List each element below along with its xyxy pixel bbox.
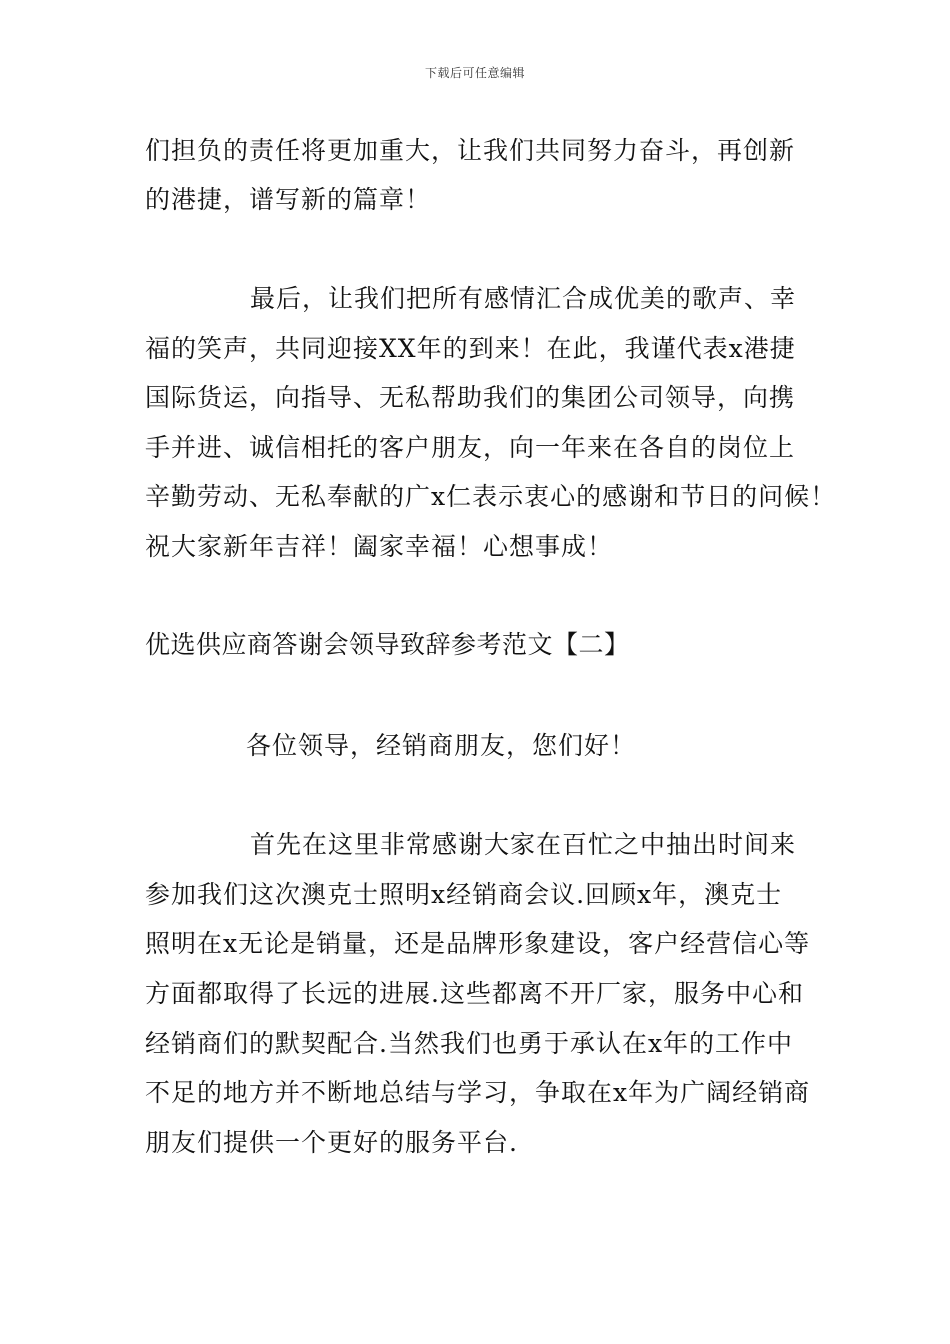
- greeting-line: 各位领导，经销商朋友，您们好！: [246, 731, 637, 760]
- paragraph-line: 最后，让我们把所有感情汇合成优美的歌声、幸: [250, 284, 797, 313]
- paragraph-line: 国际货运，向指导、无私帮助我们的集团公司领导，向携: [145, 383, 796, 412]
- paragraph-line: 经销商们的默契配合.当然我们也勇于承认在x年的工作中: [145, 1029, 794, 1058]
- paragraph-line: 方面都取得了长远的进展.这些都离不开厂家，服务中心和: [145, 979, 804, 1008]
- paragraph-line: 福的笑声，共同迎接XX年的到来！在此，我谨代表x港捷: [145, 334, 796, 363]
- page-header: 下载后可任意编辑: [424, 66, 525, 80]
- paragraph-line: 们担负的责任将更加重大，让我们共同努力奋斗，再创新: [145, 136, 796, 165]
- paragraph-line: 照明在x无论是销量，还是品牌形象建设，客户经营信心等: [145, 929, 811, 958]
- paragraph-line: 首先在这里非常感谢大家在百忙之中抽出时间来: [250, 830, 797, 859]
- paragraph-line: 朋友们提供一个更好的服务平台.: [145, 1128, 518, 1157]
- section-heading: 优选供应商答谢会领导致辞参考范文【二】: [145, 630, 630, 659]
- paragraph-line: 不足的地方并不断地总结与学习，争取在x年为广阔经销商: [145, 1078, 811, 1107]
- paragraph-line: 手并进、诚信相托的客户朋友，向一年来在各自的岗位上: [145, 433, 796, 462]
- paragraph-line: 参加我们这次澳克士照明x经销商会议.回顾x年，澳克士: [145, 880, 783, 909]
- paragraph-line: 的港捷，谱写新的篇章！: [145, 185, 432, 214]
- paragraph-line: 辛勤劳动、无私奉献的广x仁表示衷心的感谢和节日的问候！: [145, 482, 837, 511]
- paragraph-line: 祝大家新年吉祥！阖家幸福！心想事成！: [145, 532, 614, 561]
